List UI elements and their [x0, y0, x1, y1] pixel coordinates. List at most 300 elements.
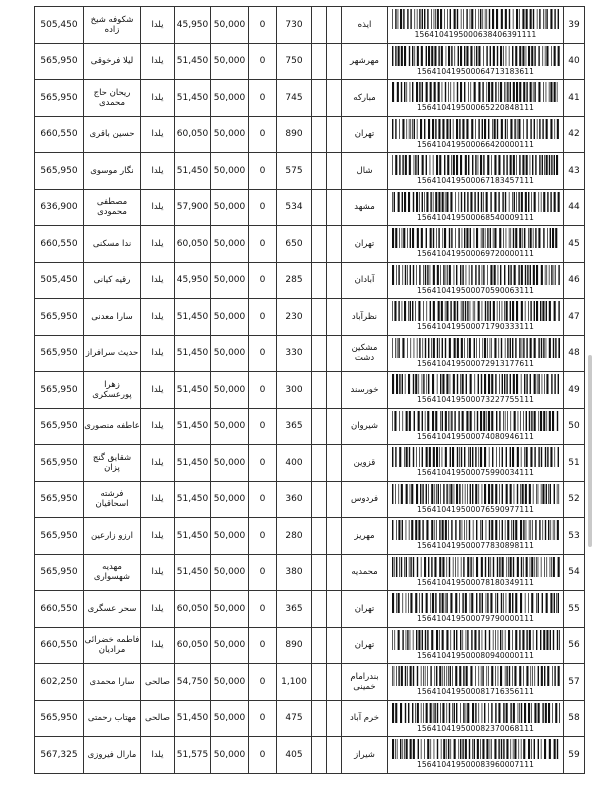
blank-cell — [312, 153, 327, 190]
service-type-cell: صالحی — [141, 664, 175, 701]
tracking-code: 1564104195000638406391111 — [414, 30, 537, 40]
extra-fee-cell: 0 — [249, 153, 277, 190]
blank-cell — [312, 591, 327, 628]
table-row — [35, 481, 585, 518]
extra-fee-cell: 0 — [249, 116, 277, 153]
blank-cell — [327, 518, 342, 555]
base-fee-cell: 50,000 — [211, 445, 249, 482]
customer-name-cell: سارا محمدی — [84, 664, 141, 701]
customer-name-cell: سحر عسگری — [84, 591, 141, 628]
table-row — [35, 737, 585, 774]
extra-fee-cell: 0 — [249, 737, 277, 774]
customer-name-cell: حسین باقری — [84, 116, 141, 153]
destination-city-cell: شیروان — [342, 408, 388, 445]
tracking-code: 156410419500068540009111 — [417, 212, 534, 222]
weight-cell: 380 — [277, 554, 312, 591]
row-number-cell: 43 — [564, 153, 585, 190]
table-row — [35, 408, 585, 445]
weight-cell: 230 — [277, 299, 312, 336]
destination-city-cell: ایذه — [342, 7, 388, 44]
blank-cell — [327, 481, 342, 518]
amount-cell: 45,950 — [175, 262, 211, 299]
barcode-cell — [388, 153, 564, 190]
row-number-cell: 57 — [564, 664, 585, 701]
service-type-cell: یلدا — [141, 481, 175, 518]
blank-cell — [327, 262, 342, 299]
weight-cell: 300 — [277, 372, 312, 409]
blank-cell — [312, 627, 327, 664]
total-cell: 565,950 — [35, 518, 84, 555]
total-cell: 505,450 — [35, 7, 84, 44]
weight-cell: 890 — [277, 116, 312, 153]
barcode-cell — [388, 116, 564, 153]
total-cell: 660,550 — [35, 226, 84, 263]
blank-cell — [312, 7, 327, 44]
barcode-cell — [388, 481, 564, 518]
barcode-icon — [392, 338, 560, 358]
weight-cell: 330 — [277, 335, 312, 372]
customer-name-cell: مصطفی محمودی — [84, 189, 141, 226]
tracking-code: 156410419500079790000111 — [417, 614, 534, 624]
row-number-cell: 41 — [564, 80, 585, 117]
table-row — [35, 372, 585, 409]
service-type-cell: صالحی — [141, 700, 175, 737]
total-cell: 505,450 — [35, 262, 84, 299]
total-cell: 565,950 — [35, 335, 84, 372]
barcode-icon — [392, 301, 560, 321]
customer-name-cell: مهدیه شهسواری — [84, 554, 141, 591]
amount-cell: 60,050 — [175, 627, 211, 664]
service-type-cell: یلدا — [141, 372, 175, 409]
service-type-cell: یلدا — [141, 299, 175, 336]
table-row — [35, 189, 585, 226]
barcode-icon — [392, 9, 560, 29]
weight-cell: 730 — [277, 7, 312, 44]
row-number-cell: 55 — [564, 591, 585, 628]
total-cell: 565,950 — [35, 372, 84, 409]
table-row — [35, 591, 585, 628]
barcode-cell — [388, 80, 564, 117]
destination-city-cell: آبادان — [342, 262, 388, 299]
customer-name-cell: فرشته اسحاقیان — [84, 481, 141, 518]
total-cell: 660,550 — [35, 116, 84, 153]
extra-fee-cell: 0 — [249, 627, 277, 664]
customer-name-cell: شکوفه شیخ زاده — [84, 7, 141, 44]
total-cell: 565,950 — [35, 153, 84, 190]
table-row — [35, 80, 585, 117]
customer-name-cell: مهتاب رحمتی — [84, 700, 141, 737]
destination-city-cell: مشهد — [342, 189, 388, 226]
table-row — [35, 445, 585, 482]
customer-name-cell: ارزو زارعین — [84, 518, 141, 555]
blank-cell — [312, 189, 327, 226]
extra-fee-cell: 0 — [249, 262, 277, 299]
weight-cell: 285 — [277, 262, 312, 299]
barcode-icon — [392, 484, 560, 504]
barcode-icon — [392, 374, 560, 394]
tracking-code: 156410419500073227755111 — [417, 395, 534, 405]
service-type-cell: یلدا — [141, 445, 175, 482]
base-fee-cell: 50,000 — [211, 591, 249, 628]
extra-fee-cell: 0 — [249, 189, 277, 226]
blank-cell — [312, 299, 327, 336]
customer-name-cell: زهرا پورعسکری — [84, 372, 141, 409]
blank-cell — [312, 445, 327, 482]
weight-cell: 360 — [277, 481, 312, 518]
service-type-cell: یلدا — [141, 226, 175, 263]
table-row — [35, 43, 585, 80]
base-fee-cell: 50,000 — [211, 627, 249, 664]
table-row — [35, 627, 585, 664]
blank-cell — [312, 80, 327, 117]
weight-cell: 575 — [277, 153, 312, 190]
base-fee-cell: 50,000 — [211, 7, 249, 44]
customer-name-cell: فاطمه خضرائی مرادیان — [84, 627, 141, 664]
barcode-icon — [392, 447, 560, 467]
barcode-icon — [392, 82, 560, 102]
table-row — [35, 554, 585, 591]
blank-cell — [327, 80, 342, 117]
table-row — [35, 116, 585, 153]
extra-fee-cell: 0 — [249, 408, 277, 445]
blank-cell — [327, 445, 342, 482]
blank-cell — [327, 153, 342, 190]
base-fee-cell: 50,000 — [211, 262, 249, 299]
blank-cell — [327, 335, 342, 372]
base-fee-cell: 50,000 — [211, 481, 249, 518]
table-row — [35, 664, 585, 701]
extra-fee-cell: 0 — [249, 335, 277, 372]
total-cell: 565,950 — [35, 481, 84, 518]
total-cell: 602,250 — [35, 664, 84, 701]
table-row — [35, 700, 585, 737]
destination-city-cell: شیراز — [342, 737, 388, 774]
blank-cell — [327, 189, 342, 226]
amount-cell: 51,450 — [175, 153, 211, 190]
row-number-cell: 59 — [564, 737, 585, 774]
blank-cell — [312, 700, 327, 737]
blank-cell — [312, 372, 327, 409]
table-row — [35, 153, 585, 190]
service-type-cell: یلدا — [141, 43, 175, 80]
base-fee-cell: 50,000 — [211, 189, 249, 226]
tracking-code: 156410419500077830898111 — [417, 541, 534, 551]
blank-cell — [327, 43, 342, 80]
destination-city-cell: محمدیه — [342, 554, 388, 591]
destination-city-cell: مهریز — [342, 518, 388, 555]
blank-cell — [327, 627, 342, 664]
extra-fee-cell: 0 — [249, 518, 277, 555]
barcode-icon — [392, 119, 560, 139]
blank-cell — [312, 481, 327, 518]
weight-cell: 365 — [277, 408, 312, 445]
amount-cell: 51,450 — [175, 335, 211, 372]
total-cell: 565,950 — [35, 299, 84, 336]
amount-cell: 51,450 — [175, 299, 211, 336]
tracking-code: 156410419500083960007111 — [417, 760, 534, 770]
extra-fee-cell: 0 — [249, 80, 277, 117]
barcode-icon — [392, 155, 560, 175]
total-cell: 565,950 — [35, 408, 84, 445]
blank-cell — [327, 700, 342, 737]
tracking-code: 156410419500066420000111 — [417, 139, 534, 149]
blank-cell — [312, 518, 327, 555]
vertical-scrollbar[interactable] — [588, 355, 592, 547]
tracking-code: 156410419500074080946111 — [417, 431, 534, 441]
weight-cell: 475 — [277, 700, 312, 737]
amount-cell: 51,450 — [175, 43, 211, 80]
extra-fee-cell: 0 — [249, 591, 277, 628]
destination-city-cell: مشکین دشت — [342, 335, 388, 372]
row-number-cell: 54 — [564, 554, 585, 591]
extra-fee-cell: 0 — [249, 372, 277, 409]
blank-cell — [327, 7, 342, 44]
amount-cell: 51,450 — [175, 408, 211, 445]
destination-city-cell: خرم آباد — [342, 700, 388, 737]
tracking-code: 156410419500082370068111 — [417, 723, 534, 733]
weight-cell: 405 — [277, 737, 312, 774]
table-body — [35, 7, 585, 774]
extra-fee-cell: 0 — [249, 481, 277, 518]
blank-cell — [312, 664, 327, 701]
weight-cell: 650 — [277, 226, 312, 263]
destination-city-cell: بندرامام خمینی — [342, 664, 388, 701]
base-fee-cell: 50,000 — [211, 153, 249, 190]
destination-city-cell: تهران — [342, 627, 388, 664]
service-type-cell: یلدا — [141, 80, 175, 117]
tracking-code: 156410419500067183457111 — [417, 176, 534, 186]
barcode-cell — [388, 189, 564, 226]
base-fee-cell: 50,000 — [211, 700, 249, 737]
barcode-icon — [392, 666, 560, 686]
base-fee-cell: 50,000 — [211, 43, 249, 80]
service-type-cell: یلدا — [141, 262, 175, 299]
total-cell: 660,550 — [35, 627, 84, 664]
amount-cell: 51,450 — [175, 372, 211, 409]
barcode-cell — [388, 664, 564, 701]
barcode-cell — [388, 737, 564, 774]
tracking-code: 156410419500075990034111 — [417, 468, 534, 478]
base-fee-cell: 50,000 — [211, 408, 249, 445]
blank-cell — [312, 554, 327, 591]
customer-name-cell: سارا معدنی — [84, 299, 141, 336]
barcode-cell — [388, 226, 564, 263]
weight-cell: 890 — [277, 627, 312, 664]
shipment-table — [34, 6, 585, 774]
customer-name-cell: نگار موسوی — [84, 153, 141, 190]
table-row — [35, 262, 585, 299]
destination-city-cell: تهران — [342, 591, 388, 628]
blank-cell — [327, 554, 342, 591]
blank-cell — [312, 116, 327, 153]
service-type-cell: یلدا — [141, 408, 175, 445]
tracking-code: 156410419500076590977111 — [417, 504, 534, 514]
amount-cell: 57,900 — [175, 189, 211, 226]
total-cell: 565,950 — [35, 43, 84, 80]
extra-fee-cell: 0 — [249, 226, 277, 263]
barcode-cell — [388, 518, 564, 555]
blank-cell — [327, 664, 342, 701]
extra-fee-cell: 0 — [249, 299, 277, 336]
blank-cell — [327, 226, 342, 263]
total-cell: 636,900 — [35, 189, 84, 226]
table-row — [35, 299, 585, 336]
table-row — [35, 335, 585, 372]
destination-city-cell: قزوین — [342, 445, 388, 482]
extra-fee-cell: 0 — [249, 7, 277, 44]
blank-cell — [312, 43, 327, 80]
row-number-cell: 39 — [564, 7, 585, 44]
total-cell: 565,950 — [35, 700, 84, 737]
weight-cell: 745 — [277, 80, 312, 117]
table-row — [35, 7, 585, 44]
amount-cell: 60,050 — [175, 591, 211, 628]
extra-fee-cell: 0 — [249, 554, 277, 591]
blank-cell — [327, 737, 342, 774]
weight-cell: 365 — [277, 591, 312, 628]
customer-name-cell: عاطفه منصوری — [84, 408, 141, 445]
barcode-cell — [388, 700, 564, 737]
customer-name-cell: مارال فیروزی — [84, 737, 141, 774]
barcode-icon — [392, 265, 560, 285]
blank-cell — [327, 408, 342, 445]
customer-name-cell: شقایق گنج پزان — [84, 445, 141, 482]
customer-name-cell: ندا مسکنی — [84, 226, 141, 263]
customer-name-cell: ریحان حاج محمدی — [84, 80, 141, 117]
blank-cell — [312, 335, 327, 372]
base-fee-cell: 50,000 — [211, 335, 249, 372]
amount-cell: 54,750 — [175, 664, 211, 701]
tracking-code: 156410419500070590063111 — [417, 285, 534, 295]
base-fee-cell: 50,000 — [211, 737, 249, 774]
total-cell: 565,950 — [35, 445, 84, 482]
row-number-cell: 53 — [564, 518, 585, 555]
base-fee-cell: 50,000 — [211, 518, 249, 555]
row-number-cell: 50 — [564, 408, 585, 445]
customer-name-cell: رقیه کیانی — [84, 262, 141, 299]
barcode-cell — [388, 7, 564, 44]
amount-cell: 51,450 — [175, 445, 211, 482]
base-fee-cell: 50,000 — [211, 554, 249, 591]
total-cell: 565,950 — [35, 80, 84, 117]
base-fee-cell: 50,000 — [211, 80, 249, 117]
blank-cell — [312, 737, 327, 774]
barcode-cell — [388, 408, 564, 445]
barcode-icon — [392, 703, 560, 723]
base-fee-cell: 50,000 — [211, 226, 249, 263]
weight-cell: 400 — [277, 445, 312, 482]
barcode-icon — [392, 192, 560, 212]
destination-city-cell: شال — [342, 153, 388, 190]
service-type-cell: یلدا — [141, 591, 175, 628]
customer-name-cell: حدیث سرافراز — [84, 335, 141, 372]
total-cell: 567,325 — [35, 737, 84, 774]
row-number-cell: 56 — [564, 627, 585, 664]
barcode-cell — [388, 335, 564, 372]
extra-fee-cell: 0 — [249, 700, 277, 737]
destination-city-cell: مبارکه — [342, 80, 388, 117]
tracking-code: 156410419500080940000111 — [417, 650, 534, 660]
base-fee-cell: 50,000 — [211, 664, 249, 701]
barcode-cell — [388, 372, 564, 409]
row-number-cell: 51 — [564, 445, 585, 482]
service-type-cell: یلدا — [141, 116, 175, 153]
blank-cell — [327, 116, 342, 153]
barcode-icon — [392, 630, 560, 650]
base-fee-cell: 50,000 — [211, 372, 249, 409]
row-number-cell: 46 — [564, 262, 585, 299]
barcode-icon — [392, 228, 560, 248]
amount-cell: 60,050 — [175, 226, 211, 263]
amount-cell: 51,450 — [175, 80, 211, 117]
amount-cell: 51,450 — [175, 700, 211, 737]
tracking-code: 156410419500072913177611 — [417, 358, 534, 368]
barcode-cell — [388, 262, 564, 299]
barcode-icon — [392, 739, 560, 759]
amount-cell: 51,450 — [175, 481, 211, 518]
row-number-cell: 48 — [564, 335, 585, 372]
tracking-code: 156410419500065220848111 — [417, 103, 534, 113]
service-type-cell: یلدا — [141, 554, 175, 591]
row-number-cell: 52 — [564, 481, 585, 518]
blank-cell — [327, 372, 342, 409]
row-number-cell: 40 — [564, 43, 585, 80]
barcode-cell — [388, 554, 564, 591]
amount-cell: 60,050 — [175, 116, 211, 153]
blank-cell — [312, 262, 327, 299]
amount-cell: 51,450 — [175, 518, 211, 555]
row-number-cell: 49 — [564, 372, 585, 409]
row-number-cell: 58 — [564, 700, 585, 737]
tracking-code: 156410419500081716356111 — [417, 687, 534, 697]
total-cell: 660,550 — [35, 591, 84, 628]
barcode-icon — [392, 557, 560, 577]
barcode-icon — [392, 593, 560, 613]
tracking-code: 156410419500071790333111 — [417, 322, 534, 332]
customer-name-cell: لیلا فرخوقی — [84, 43, 141, 80]
table-row — [35, 226, 585, 263]
destination-city-cell: نظرآباد — [342, 299, 388, 336]
tracking-code: 156410419500069720000111 — [417, 249, 534, 259]
amount-cell: 45,950 — [175, 7, 211, 44]
amount-cell: 51,575 — [175, 737, 211, 774]
barcode-cell — [388, 627, 564, 664]
service-type-cell: یلدا — [141, 737, 175, 774]
weight-cell: 534 — [277, 189, 312, 226]
barcode-cell — [388, 43, 564, 80]
service-type-cell: یلدا — [141, 189, 175, 226]
row-number-cell: 47 — [564, 299, 585, 336]
destination-city-cell: تهران — [342, 116, 388, 153]
blank-cell — [327, 299, 342, 336]
extra-fee-cell: 0 — [249, 43, 277, 80]
destination-city-cell: تهران — [342, 226, 388, 263]
tracking-code: 156410419500064713183611 — [417, 66, 534, 76]
weight-cell: 750 — [277, 43, 312, 80]
tracking-code: 156410419500078180349111 — [417, 577, 534, 587]
barcode-icon — [392, 46, 560, 66]
total-cell: 565,950 — [35, 554, 84, 591]
service-type-cell: یلدا — [141, 518, 175, 555]
table-row — [35, 518, 585, 555]
extra-fee-cell: 0 — [249, 445, 277, 482]
service-type-cell: یلدا — [141, 335, 175, 372]
service-type-cell: یلدا — [141, 153, 175, 190]
barcode-cell — [388, 591, 564, 628]
base-fee-cell: 50,000 — [211, 299, 249, 336]
row-number-cell: 42 — [564, 116, 585, 153]
row-number-cell: 44 — [564, 189, 585, 226]
